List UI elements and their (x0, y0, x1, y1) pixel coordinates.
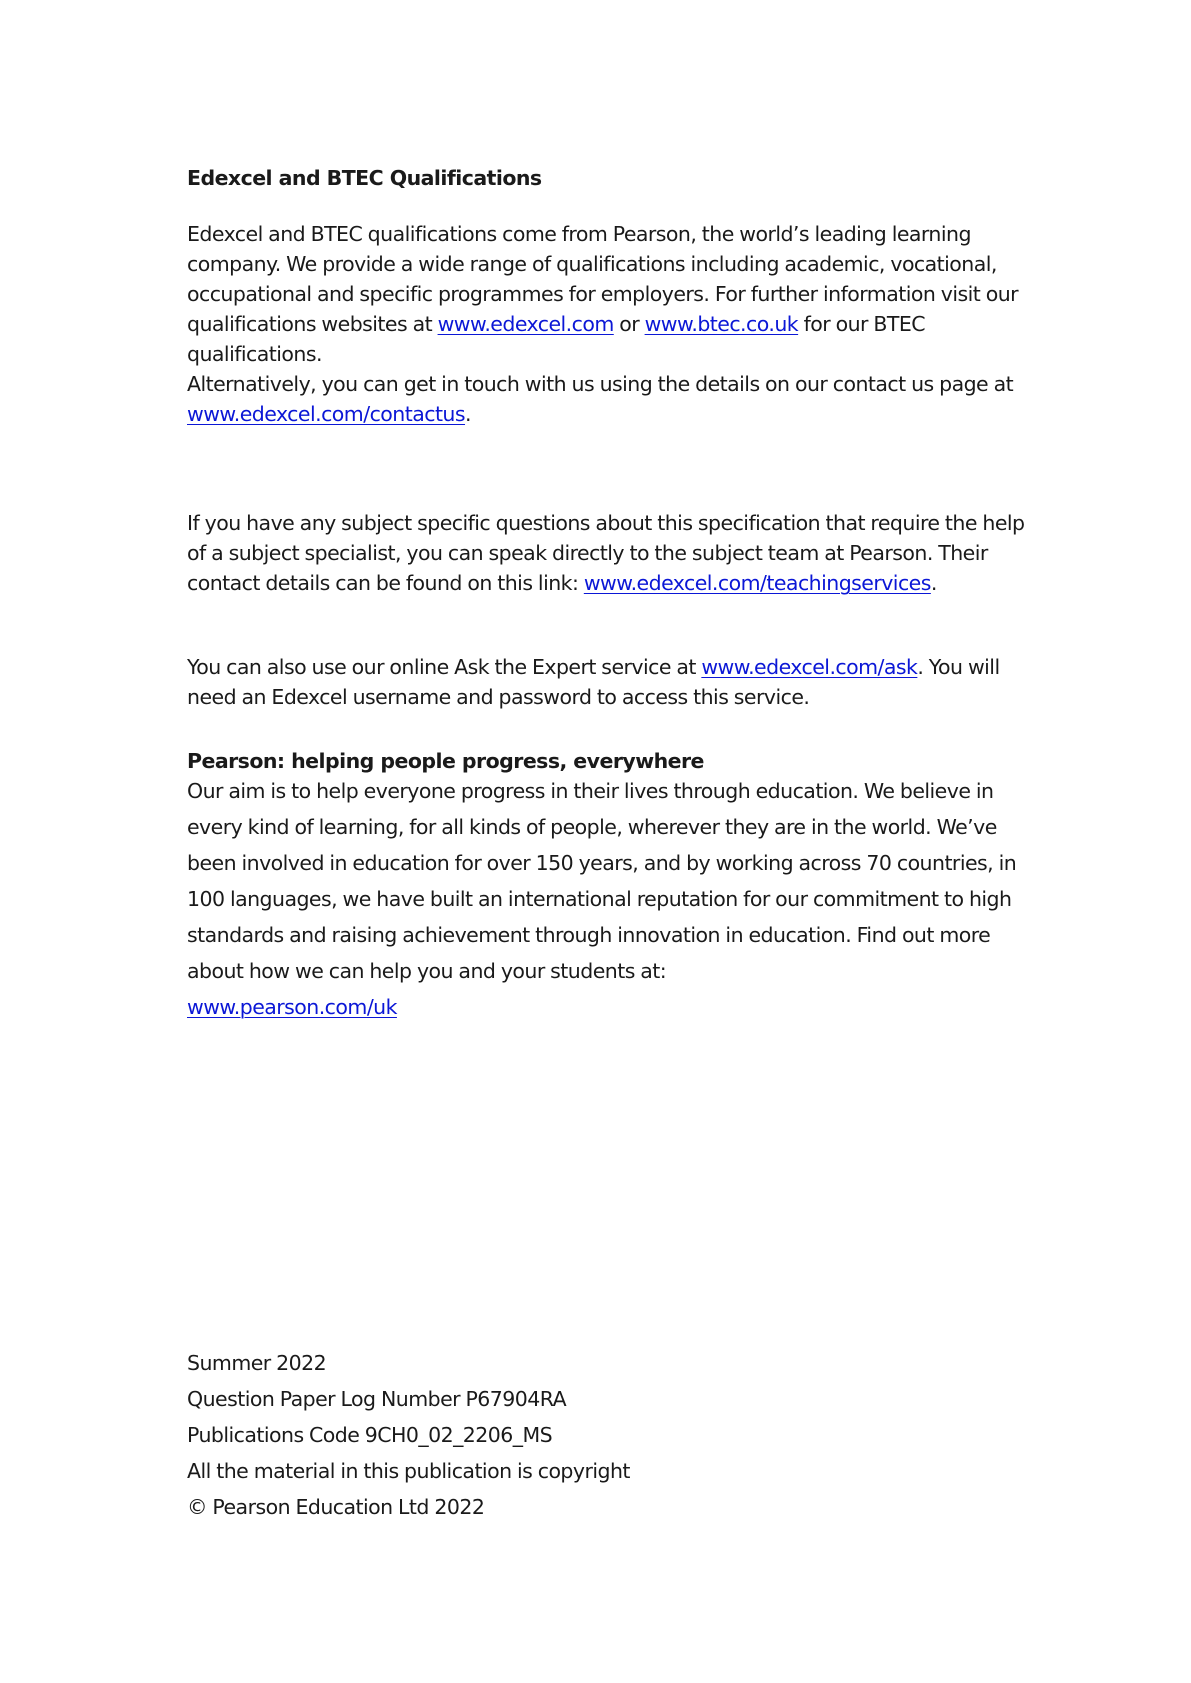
paragraph-text: Our aim is to help everyone progress in their lives through education. We believe in every kind of learning, for all kinds of people, wherever they are in the world. We’ve been involved in education for over 150 years, and by working across 70 countries, in 100 languages, we have built an international reputation for our commitment to high standards and raising achievement through innovation in education. Find out more about how we can help you and your students at: (187, 779, 1017, 983)
ask-expert-paragraph (187, 652, 1047, 712)
document-page (187, 0, 1047, 1683)
publications-code-text: Publications Code 9CH0_02_2206_MS (187, 1423, 553, 1447)
paragraph-text: If you have any subject specific questions about this specification that require the help of a subject specialist, you can speak directly to the subject team at Pearson. Their contact details can be found on this link: (187, 511, 1025, 595)
pearson-uk-link[interactable]: www.pearson.com/uk (187, 995, 397, 1019)
pearson-paragraph (187, 773, 1047, 1025)
paragraph-text: . You will need an Edexcel username and password to access this service. (187, 655, 1000, 709)
session-text: Summer 2022 (187, 1351, 327, 1375)
ask-expert-link[interactable]: www.edexcel.com/ask (701, 655, 918, 679)
paragraph-text: You can also use our online Ask the Expert service at (187, 655, 702, 679)
copyright-note-text: All the material in this publication is copyright (187, 1459, 630, 1483)
subject-specialist-paragraph (187, 508, 1047, 598)
teaching-services-link[interactable]: www.edexcel.com/teachingservices (583, 571, 931, 595)
log-number-text: Question Paper Log Number P67904RA (187, 1387, 567, 1411)
btec-link[interactable]: www.btec.co.uk (644, 312, 799, 336)
paragraph-text: . (465, 402, 471, 426)
edexcel-link[interactable]: www.edexcel.com (437, 312, 614, 336)
pearson-heading: Pearson: helping people progress, everywhere (187, 749, 704, 773)
paragraph-text: Alternatively, you can get in touch with us using the details on our contact us page at (187, 372, 1014, 396)
copyright-text: © Pearson Education Ltd 2022 (187, 1495, 485, 1519)
publication-footer (187, 1345, 1047, 1525)
paragraph-text: or (613, 312, 645, 336)
contact-us-link[interactable]: www.edexcel.com/contactus (187, 402, 466, 426)
qualifications-heading: Edexcel and BTEC Qualifications (187, 166, 542, 190)
paragraph-text: Edexcel and BTEC qualifications come from Pearson, the world’s leading learning company. We provide a wide range of qualifications including academic, vocational, occupational and specific programmes for employers. For further information visit our qualifications websites at (187, 222, 1019, 336)
paragraph-text: for our BTEC qualifications. (187, 312, 926, 366)
qualifications-paragraph (187, 219, 1047, 429)
paragraph-text: . (930, 571, 937, 595)
